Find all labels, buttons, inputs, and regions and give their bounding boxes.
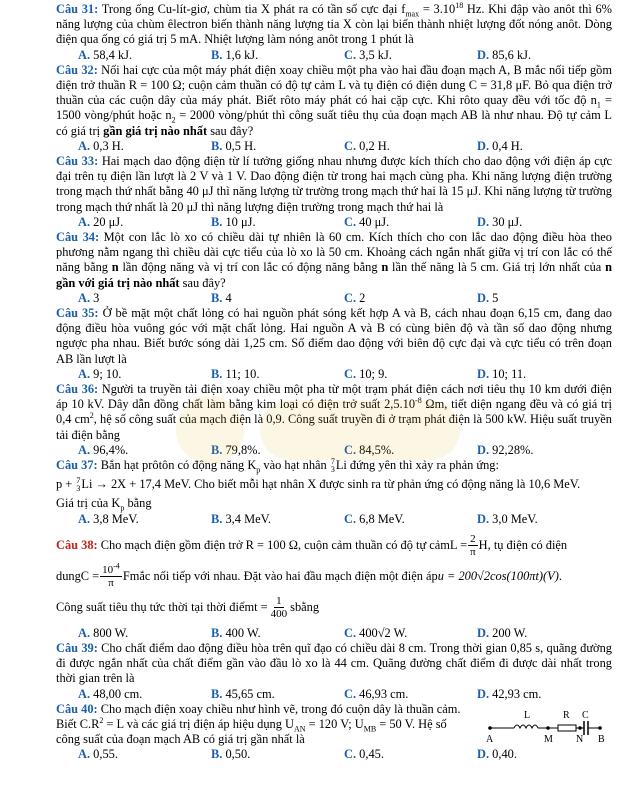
question-39: Câu 39: Cho chất điểm dao động điều hòa trên quĩ đạo có chiều dài 8 cm. Trong thời gian 0,85 s, quãng đường đi được ngắn nhất của chất điểm gần vào đầu lò xo là 44 cm. Quãng đường chất điểm đi được dài nhất trong thời gian trên là: [56, 641, 612, 686]
question-number: Câu 31:: [56, 2, 99, 16]
question-40-block: Câu 40: Cho mạch điện xoay chiều như hình vẽ, trong đó cuộn dây là thuần cảm. Biết $C.R^2 = L$ và các giá trị điện áp hiệu dụng $U_{AN} = 120$ V; $U_{MB} = 50$ V. Hệ số công suất của đoạn mạch AB có giá trị gần nhất là L R C A M N B: [56, 702, 612, 748]
circuit-diagram: [484, 702, 608, 746]
option-c[interactable]: C. 2: [344, 290, 366, 305]
option-b[interactable]: B. 0,5 H.: [211, 138, 257, 153]
option-b[interactable]: B. 1,6 kJ.: [211, 47, 259, 62]
option-d[interactable]: D. 0,40.: [477, 747, 517, 762]
answer-options: [56, 48, 612, 63]
node-a: [488, 726, 492, 730]
option-c[interactable]: C. 0,45.: [344, 747, 384, 762]
question-number: Câu 35:: [56, 306, 99, 321]
option-a[interactable]: A. 96,4%.: [78, 442, 129, 457]
option-d[interactable]: D. 30 μJ.: [477, 214, 523, 229]
answer-options: [56, 291, 612, 306]
question-number: Câu 32:: [56, 62, 98, 77]
answer-options: [56, 626, 612, 641]
question-number: Câu 36:: [56, 382, 99, 397]
option-d[interactable]: D. 0,4 H.: [477, 138, 523, 153]
option-a[interactable]: A. 9; 10.: [78, 366, 122, 381]
question-number: Câu 33:: [56, 154, 99, 169]
option-a[interactable]: A. 48,00 cm.: [78, 686, 143, 701]
option-d[interactable]: D. 42,93 cm.: [477, 686, 542, 701]
option-a[interactable]: A. 0,55.: [78, 747, 118, 762]
option-b[interactable]: B. 400 W.: [211, 625, 261, 640]
option-a[interactable]: A. 3: [78, 290, 100, 305]
option-d[interactable]: D. 85,6 kJ.: [477, 47, 532, 62]
answer-options: [56, 367, 612, 382]
question-number: Câu 40:: [56, 701, 98, 716]
question-34: Câu 34: Một con lắc lò xo có chiều dài tự nhiên là 60 cm. Kích thích cho con lắc dao động điều hòa theo phương nằm ngang thì chiều dài cực tiểu của lò xo là 50 cm. Khoảng cách ngắn nhất giữa vị trí con lắc có thế năng bằng n lần động năng và vị trí con lắc có động năng bằng n lần thế năng là 5 cm. Giá trị lớn nhất của n gần với giá trị nào nhất sau đây?: [56, 230, 612, 290]
answer-options: [56, 139, 612, 154]
answer-options: [56, 215, 612, 230]
option-b[interactable]: B. 4: [211, 290, 232, 305]
label-r: R: [563, 709, 570, 721]
option-b[interactable]: B. 3,4 MeV.: [211, 511, 272, 526]
exam-page: Câu 31: Trong ống Cu-lít-giơ, chùm tia X phát ra có tần số cực đại $f_{max} = 3.10^{18}$ Hz. Khi đập vào anôt thì 6% năng lượng của chùm êlectron biến thành năng lượng tia X còn lại biến thành nhiệt lượng đốt nóng anôt. Dòng điện qua ống có giá trị 5 mA. Nhiệt lượng làm nóng anôt trong 1 phút là A. 58,4 kJ. B. 1,6 kJ. C. 3,5 kJ. D. 85,6 kJ. Câu 32: Nối hai cực của một máy phát điện xoay chiều một pha vào hai đầu đoạn mạch A, B mắc nối tiếp gồm điện trở thuần R = 100 Ω; cuộn cảm thuần có độ tự cảm L và tụ điện có điện dung C = 31,8 μF. Bỏ qua điện trở thuần của các cuộn dây của máy phát. Biết rôto máy phát có hai cặp cực. Khi rôto quay đều với tốc độ $n_1 = 1500$ vòng/phút hoặc $n_2 = 2000$ vòng/phút thì công suất tiêu thụ của đoạn mạch AB là như nhau. Độ tự cảm L có giá trị gần giá trị nào nhất sau đây? A. 0,3 H. B. 0,5 H. C. 0,2 H. D. 0,4 H. Câu 33: Hai mạch dao động điện từ lí tưởng giống nhau nhưng được kích thích cho dao động với điện áp cực đại trên tụ điện lần lượt là 2 V và 1 V. Dao động điện từ trong hai mạch cùng pha. Khi năng lượng điện trường trong mạch thứ nhất bằng 40 μJ thì năng lượng từ trường trong mạch thứ hai là 15 μJ. Khi năng lượng từ trường trong mạch thứ nhất là 20 μJ thì năng lượng điện trường trong mạch thứ hai là A. 20 μJ. B. 10 μJ. C. 40 μJ. D. 30 μJ. Câu 34: Một con lắc lò xo có chiều dài tự nhiên là 60 cm. Kích thích cho con lắc dao động điều hòa theo phương nằm ngang thì chiều dài cực tiểu của lò xo là 50 cm. Khoảng cách ngắn nhất giữa vị trí con lắc có thế năng bằng n lần động năng và vị trí con lắc có động năng bằng n lần thế năng là 5 cm. Giá trị lớn nhất của n gần với giá trị nào nhất sau đây? A. 3 B. 4 C. 2 D. 5 Câu 35: Ở bề mặt một chất lỏng có hai nguồn phát sóng kết hợp A và B, cách nhau đoạn 6,15 cm, đang dao động điều hòa vuông góc với mặt chất lỏng. Hai nguồn A và B có cùng biên độ và tần số dao động nhưng ngược pha nhau. Biết bước sóng dài 1,25 cm. Số điểm dao động với biên độ cực đại và cực tiểu có trên đoạn AB lần lượt là A. 9; 10. B. 11; 10. C. 10; 9. D. 10; 11. Câu 36: Người ta truyền tải điện xoay chiều một pha từ một trạm phát điện cách nơi tiêu thụ 10 km dưới điện áp 10 kV. Dây dẫn đồng chất làm bằng kim loại có điện trở suất $2,5.10^{-8}$ Ωm, tiết diện ngang đều và có giá trị 0,4 $cm^2$, hệ số công suất của mạch điện là 0,9. Công suất truyền đi ở trạm phát điện là 500 kW. Hiệu suất truyền tải điện bằng A. 96,4%. B. 79,8%. C. 84,5%. D. 92,28%. Câu 37: Bắn hạt prôtôn có động năng $K_p$ vào hạt nhân 7 3 Li đứng yên thì xảy ra phản ứng: p + 7 3 Li → 2X + 17,4 MeV. Cho biết mỗi hạt nhân X được sinh ra từ phản ứng có động năng là 10,6 MeV. Giá trị của $K_p$ bằng A. 3,8 MeV. B. 3,4 MeV. C. 6,8 MeV. D. 3,0 MeV. Câu 38: Cho mạch điện gồm điện trở R = 100 Ω, cuộn cảm thuần có độ tự cảm L = $\frac{2}{\pi}$ H , tụ điện có điện dung C = $\frac{10^{-4}}{\pi}$ F mắc nối tiếp với nhau. Đặt vào hai đầu mạch điện một điện áp u = 200√2cos(100πt)(V) . Công suất tiêu thụ tức thời tại thời điểm t = $\frac{1}{400}$ s bằng A. 800 W. B. 400 W. C. 400√2 W. D. 200 W. Câu 39: Cho chất điểm dao động điều hòa trên quĩ đạo có chiều dài 8 cm. Trong thời gian 0,85 s, quãng đường đi được ngắn nhất của chất điểm gần vào đầu lò xo là 44 cm. Quãng đường chất điểm đi được dài nhất trong thời gian trên là A. 48,00 cm. B. 45,65 cm. C. 46,93 cm. D. 42,93 cm. Câu 40: Cho mạch điện xoay chiều như hình vẽ, trong đó cuộn dây là thuần cảm. Biết $C.R^2 = L$ và các giá trị điện áp hiệu dụng $U_{AN} = 120$ V; $U_{MB} = 50$ V. Hệ số công suất của đoạn mạch AB có giá trị gần nhất là L R C A M N B A. 0,55. B. 0,50. C. 0,45. D. 0,40.: [56, 0, 613, 762]
label-c: C: [582, 709, 589, 721]
node-n: [578, 726, 582, 730]
answer-options: [56, 512, 612, 527]
label-a: A: [486, 733, 494, 745]
question-number: Câu 39:: [56, 641, 98, 656]
question-36: Câu 36: Người ta truyền tải điện xoay chiều một pha từ một trạm phát điện cách nơi tiêu thụ 10 km dưới điện áp 10 kV. Dây dẫn đồng chất làm bằng kim loại có điện trở suất $2,5.10^{-8}$ Ωm, tiết diện ngang đều và có giá trị 0,4 $cm^2$, hệ số công suất của mạch điện là 0,9. Công suất truyền đi ở trạm phát điện là 500 kW. Hiệu suất truyền tải điện bằng: [56, 382, 613, 442]
option-d[interactable]: D. 200 W.: [477, 625, 528, 640]
label-b: B: [598, 733, 605, 745]
inductor-coil: [514, 725, 538, 728]
question-32: Câu 32: Nối hai cực của một máy phát điện xoay chiều một pha vào hai đầu đoạn mạch A, B mắc nối tiếp gồm điện trở thuần R = 100 Ω; cuộn cảm thuần có độ tự cảm L và tụ điện có điện dung C = 31,8 μF. Bỏ qua điện trở thuần của các cuộn dây của máy phát. Biết rôto máy phát có hai cặp cực. Khi rôto quay đều với tốc độ $n_1 = 1500$ vòng/phút hoặc $n_2 = 2000$ vòng/phút thì công suất tiêu thụ của đoạn mạch AB là như nhau. Độ tự cảm L có giá trị gần giá trị nào nhất sau đây?: [56, 62, 612, 138]
node-m: [546, 726, 550, 730]
label-l: L: [524, 709, 531, 721]
option-a[interactable]: A. 800 W.: [78, 625, 129, 640]
resistor: [558, 725, 576, 731]
option-c[interactable]: C. 46,93 cm.: [344, 686, 409, 701]
node-b: [598, 726, 602, 730]
option-a[interactable]: A. 58,4 kJ.: [78, 47, 133, 62]
option-c[interactable]: C. 6,8 MeV.: [344, 511, 405, 526]
option-b[interactable]: B. 45,65 cm.: [211, 686, 275, 701]
question-number: Câu 38:: [56, 537, 98, 552]
answer-options: [56, 687, 612, 702]
option-d[interactable]: D. 92,28%.: [477, 442, 534, 457]
question-37-equation: p + 7 3 Li → 2X + 17,4 MeV. Cho biết mỗi hạt nhân X được sinh ra từ phản ứng có động năng là 10,6 MeV.: [56, 476, 581, 494]
option-c[interactable]: C. 84,5%.: [344, 442, 395, 457]
question-37: Câu 37: Bắn hạt prôtôn có động năng $K_p$ vào hạt nhân 7 3 Li đứng yên thì xảy ra phản ứng:: [56, 457, 499, 475]
option-c[interactable]: C. 400√2 W.: [344, 625, 408, 640]
question-35: Câu 35: Ở bề mặt một chất lỏng có hai nguồn phát sóng kết hợp A và B, cách nhau đoạn 6,15 cm, đang dao động điều hòa vuông góc với mặt chất lỏng. Hai nguồn A và B có cùng biên độ và tần số dao động nhưng ngược pha nhau. Biết bước sóng dài 1,25 cm. Số điểm dao động với biên độ cực đại và cực tiểu có trên đoạn AB lần lượt là: [56, 306, 612, 366]
answer-options: [56, 443, 612, 458]
answer-options: [56, 747, 612, 762]
option-c[interactable]: C. 0,2 H.: [344, 138, 390, 153]
option-c[interactable]: C. 10; 9.: [344, 366, 388, 381]
option-b[interactable]: B. 11; 10.: [211, 366, 260, 381]
label-n: N: [576, 733, 584, 745]
label-m: M: [544, 733, 553, 745]
question-33: Câu 33: Hai mạch dao động điện từ lí tưởng giống nhau nhưng được kích thích cho dao động với điện áp cực đại trên tụ điện lần lượt là 2 V và 1 V. Dao động điện từ trong hai mạch cùng pha. Khi năng lượng điện trường trong mạch thứ nhất bằng 40 μJ thì năng lượng từ trường trong mạch thứ hai là 15 μJ. Khi năng lượng từ trường trong mạch thứ nhất là 20 μJ thì năng lượng điện trường trong mạch thứ hai là: [56, 154, 612, 214]
question-40: Câu 40: Cho mạch điện xoay chiều như hình vẽ, trong đó cuộn dây là thuần cảm.: [56, 701, 461, 716]
option-b[interactable]: B. 0,50.: [211, 747, 251, 762]
option-a[interactable]: A. 20 μJ.: [78, 214, 124, 229]
option-c[interactable]: C. 40 μJ.: [344, 214, 390, 229]
option-d[interactable]: D. 5: [477, 290, 499, 305]
option-d[interactable]: D. 10; 11.: [477, 366, 527, 381]
question-31: Câu 31: Trong ống Cu-lít-giơ, chùm tia X phát ra có tần số cực đại $f_{max} = 3.10^{18}$ Hz. Khi đập vào anôt thì 6% năng lượng của chùm êlectron biến thành năng lượng tia X còn lại biến thành nhiệt lượng đốt nóng anôt. Dòng điện qua ống có giá trị 5 mA. Nhiệt lượng làm nóng anôt trong 1 phút là: [56, 0, 612, 47]
option-b[interactable]: B. 10 μJ.: [211, 214, 256, 229]
option-c[interactable]: C. 3,5 kJ.: [344, 47, 392, 62]
question-38: Câu 38: Cho mạch điện gồm điện trở R = 100 Ω, cuộn cảm thuần có độ tự cảm L = $\frac{2}{\pi}$ H , tụ điện có điện: [56, 532, 568, 558]
question-number: Câu 34:: [56, 230, 100, 245]
option-b[interactable]: B. 79,8%.: [211, 442, 261, 457]
question-number: Câu 37:: [56, 458, 98, 473]
option-d[interactable]: D. 3,0 MeV.: [477, 511, 538, 526]
option-a[interactable]: A. 0,3 H.: [78, 138, 124, 153]
option-a[interactable]: A. 3,8 MeV.: [78, 511, 139, 526]
